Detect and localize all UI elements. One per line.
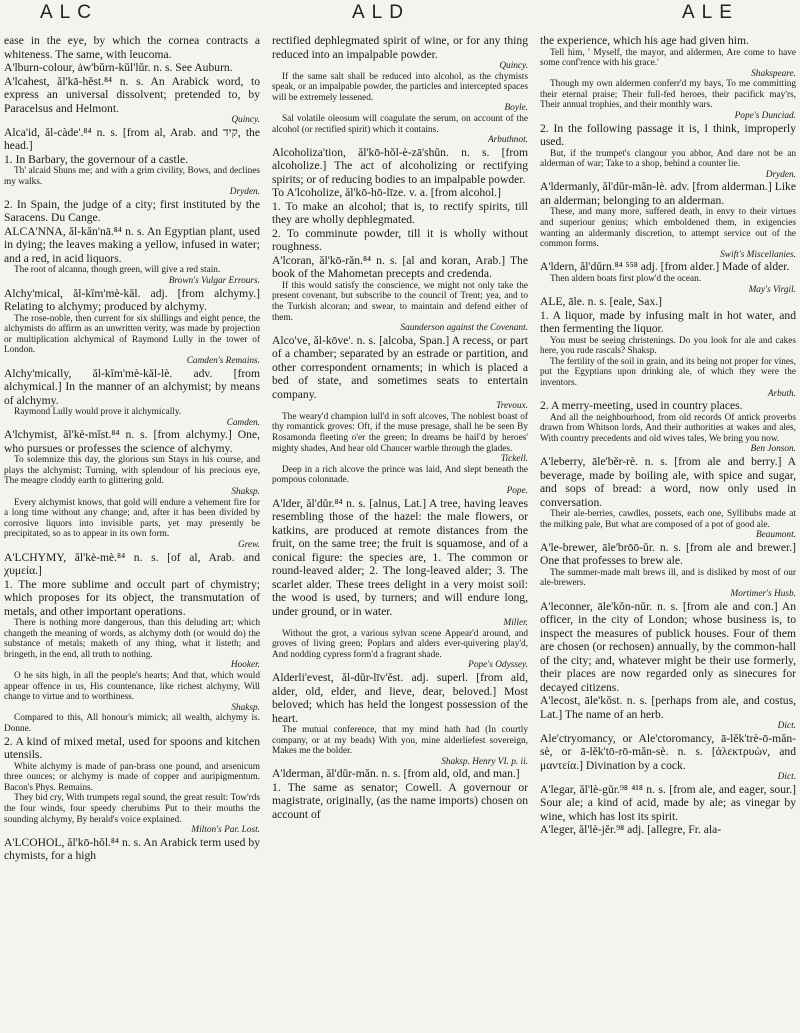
dictionary-quote: The fertility of the soil in grain, and its being not proper for vines, put the Egyptians upon drinking ale, of which they were the inventors.	[540, 356, 796, 388]
dictionary-source: Shakspeare.	[751, 68, 796, 79]
dictionary-source: Pope.	[506, 485, 528, 496]
dictionary-entry: A'leger, ăl'lè-jĕr.⁹⁸ adj. [allegre, Fr. ala-	[540, 823, 722, 837]
dictionary-entry: A'lchymist, ăl'kè-mĭst.⁸⁴ n. s. [from alchymy.] One, who pursues or professes the science of alchymy.	[4, 428, 260, 455]
dictionary-sense: 1. The same as senator; Cowell. A governour or magistrate, originally, (as the name imports) chosen on account of	[272, 780, 528, 821]
dictionary-source: Boyle.	[504, 103, 528, 114]
dictionary-entry: To A'lcoholize, ăl'kō-hō-līze. v. a. [from alcohol.]	[272, 186, 501, 200]
dictionary-sense: 2. A kind of mixed metal, used for spoons and kitchen utensils.	[4, 734, 260, 762]
dictionary-source: Milton's Par. Lost.	[191, 825, 260, 836]
dictionary-source: Mortimer's Husb.	[730, 589, 796, 599]
dictionary-quote: O he sits high, in all the people's hearts; And that, which would appear offence in us, His countenance, like richest alchymy, Will change to virtue and to worthiness.	[4, 671, 260, 703]
dictionary-quote: The mutual conference, that my mind hath had (In courtly company, or at my beads) With you, mine alderliefest sovereign, Makes me the bolder.	[272, 725, 528, 757]
dictionary-quote: If the same salt shall be reduced into alcohol, as the chymists speak, or an impalpable powder, the particles and intercepted spaces will be extremely lessened.	[272, 71, 528, 103]
dictionary-columns	[4, 34, 796, 1029]
dictionary-source: May's Virgil.	[748, 284, 796, 295]
dictionary-text: the experience, which his age had given him.	[540, 34, 749, 47]
dictionary-entry: A'LCHYMY, ăl'kè-mè.⁸⁴ n. s. [of al, Arab. and χυμεία.]	[4, 550, 260, 578]
dictionary-sense: 2. To comminute powder, till it is wholly without roughness.	[272, 226, 528, 254]
dictionary-source: Arbuth.	[767, 388, 796, 399]
dictionary-source: Dict.	[777, 772, 796, 783]
dictionary-quote: Tell him, ' Myself, the mayor, and aldermen, Are come to have some conf'rence with his grace.'	[540, 47, 796, 69]
dictionary-quote: There is nothing more dangerous, than this deluding art; which changeth the meaning of words, as alchymy doth (or would do) the substance of metals; maketh of any thing, what it listeth; and bringeth, in the end, all truth to nothing.	[4, 618, 260, 660]
dictionary-sense: 1. The more sublime and occult part of chymistry; which proposes for its object, the transmutation of metals, and other important operations.	[4, 577, 260, 618]
dictionary-source: Swift's Miscellanies.	[720, 249, 796, 260]
dictionary-source: Miller.	[503, 618, 528, 629]
dictionary-entry: ALE, āle. n. s. [eale, Sax.]	[540, 295, 663, 309]
dictionary-source: Grew.	[238, 539, 260, 550]
dictionary-quote: You must be seeing christenings. Do you look for ale and cakes here, you rude rascals? Shaksp.	[540, 335, 796, 357]
dictionary-quote: Raymond Lully would prove it alchymically.	[14, 407, 182, 418]
dictionary-entry: A'lcahest, ăl'kā-hĕst.⁸⁴ n. s. An Arabick word, to express an universal dissolvent; pretended to, by Paracelsus and Helmont.	[4, 74, 260, 115]
dictionary-text: ease in the eye, by which the cornea contracts a whiteness. The same, with leucoma.	[4, 34, 260, 61]
dictionary-entry: A'lcoran, ăl'kō-răn.⁸⁴ n. s. [al and koran, Arab.] The book of the Mahometan precepts and credenda.	[272, 253, 528, 281]
dictionary-entry: A'leberry, āle'bĕr-rè. n. s. [from ale and berry.] A beverage, made by boiling ale, with spice and sugar, and sops of bread: a word, now only used in conversation.	[540, 455, 796, 509]
dictionary-entry: A'ldermanly, ăl'dŭr-măn-lè. adv. [from alderman.] Like an alderman; belonging to an alderman.	[540, 180, 796, 207]
dictionary-source: Arbuthnot.	[487, 135, 528, 146]
dictionary-entry: A'leconner, āle'kŏn-nŭr. n. s. [from ale and con.] An officer, in the city of London; whose business is, to inspect the measures of publick houses. Four of them are chosen (or rechosen) annually, by the common-hall of the city; and, whatever might be their use formerly, their places are now regarded only as sinecures for decayed citizens.	[540, 599, 796, 694]
dictionary-entry: Alchy'mical, ăl-kĭm'mè-kăl. adj. [from alchymy.] Relating to alchymy; produced by alchymy.	[4, 286, 260, 314]
column-left	[4, 34, 260, 1029]
dictionary-entry: Alco've, ăl-kōve'. n. s. [alcoba, Span.] A recess, or part of a chamber; separated by an estrade or partition, and other correspondent ornaments; in which is placed a bed of state, and sometimes seats to entertain company.	[272, 333, 528, 401]
page-header	[0, 2, 800, 30]
dictionary-entry: A'ldern, ăl'dŭrn.⁸⁴ ⁵⁵⁸ adj. [from alder.] Made of alder.	[540, 260, 790, 274]
dictionary-text: rectified dephlegmated spirit of wine, or for any thing reduced into an impalpable powder.	[272, 34, 528, 61]
dictionary-sense: 2. A merry-meeting, used in country places.	[540, 399, 743, 413]
dictionary-quote: Compared to this, All honour's mimick; all wealth, alchymy is. Donne.	[4, 713, 260, 734]
dictionary-quote: The summer-made malt brews ill, and is disliked by most of our ale-brewers.	[540, 567, 796, 589]
dictionary-entry: A'lburn-colour, ȧw'bŭrn-kŭl'lŭr. n. s. See Auburn.	[4, 61, 233, 74]
dictionary-source: Ben Jonson.	[750, 444, 796, 455]
dictionary-source: Shaksp. Henry VI. p. ii.	[441, 756, 528, 767]
dictionary-quote: If this would satisfy the conscience, we might not only take the present covenant, but subscribe to the council of Trent; yea, and to the Turkish alcoran; and swear, to maintain and defend either of them.	[272, 280, 528, 323]
dictionary-source: Dryden.	[229, 187, 260, 198]
dictionary-entry: A'lderman, ăl'dŭr-măn. n. s. [from ald, old, and man.]	[272, 767, 520, 781]
dictionary-source: Tickell.	[500, 454, 528, 465]
dictionary-entry: Alca'id, ăl-càde'.⁸⁴ n. s. [from al, Arab. and קיד, the head.]	[4, 125, 260, 153]
dictionary-sense: 1. To make an alcohol; that is, to rectify spirits, till they are wholly dephlegmated.	[272, 199, 528, 227]
dictionary-quote: Th' alcaid Shuns me; and with a grim civility, Bows, and declines my walks.	[4, 166, 260, 187]
dictionary-quote: These, and many more, suffered death, in envy to their virtues and superiour genius; which emboldened them, in exigencies wanting an aldermanly discretion, to attempt service out of the common forms.	[540, 207, 796, 250]
dictionary-source: Shaksp.	[231, 487, 260, 497]
header-left-guideword: ALC	[40, 2, 98, 23]
dictionary-quote: Though my own aldermen conferr'd my bays, To me committing their eternal praise; Their full-fed heroes, their pacifick may'rs, Their annual trophies, and their monthly wars.	[540, 79, 796, 111]
dictionary-source: Beaumont.	[755, 530, 796, 541]
dictionary-entry: A'lder, ăl'dŭr.⁸⁴ n. s. [alnus, Lat.] A tree, having leaves resembling those of the hazel: the male flowers, or katkins, are produced at remote distances from the fruit, on the same tree; the fruit is squamose, and of a conical figure: the species are, 1. The common or round-leaved alder; 2. The long-leaved alder; 3. The scarlet alder. These trees delight in a very moist soil: the wood is used, by turners; and will endure long, under ground, or in water.	[272, 496, 528, 618]
dictionary-quote: Then aldern boats first plow'd the ocean.	[550, 273, 702, 284]
column-right	[540, 34, 796, 1029]
dictionary-entry: A'lecost, āle'kŏst. n. s. [perhaps from ale, and costus, Lat.] The name of an herb.	[540, 694, 796, 721]
header-right-guideword: ALE	[682, 2, 739, 23]
dictionary-quote: Every alchymist knows, that gold will endure a vehement fire for a long time without any change; and, after it has been divided by corrosive liquors into invisible parts, yet may presently be precipitated, so as to appear in its own form.	[4, 497, 260, 540]
dictionary-entry: A'le-brewer, āle'brōō-ŭr. n. s. [from ale and brewer.] One that professes to brew ale.	[540, 540, 796, 568]
dictionary-source: Pope's Dunciad.	[734, 111, 796, 122]
dictionary-entry: Alchy'mically, ăl-kĭm'mè-kăl-lè. adv. [from alchymical.] In the manner of an alchymist; by means of alchymy.	[4, 366, 260, 407]
dictionary-source: Hooker.	[230, 660, 260, 671]
dictionary-entry: A'legar, ăl'lè-gŭr.⁹⁸ ⁴¹⁸ n. s. [from ale, and eager, sour.] Sour ale; a kind of acid, made by ale; as vinegar by wine, which has lost its spirit.	[540, 782, 796, 823]
dictionary-entry: Ale'ctryomancy, or Ale'ctoromancy, ā-lĕk'trè-ō-măn-sè, or ā-lĕk'tō-rō-măn-sè. n. s. [ἀλεκτρυὼν, and μαντεία.] Divination by a cock.	[540, 731, 796, 772]
dictionary-quote: To solemnize this day, the glorious sun Stays in his course, and plays the alchymist; Turning, with splendour of his precious eye, The meagre cloddy earth to glittering gold.	[4, 455, 260, 487]
dictionary-source: Dryden.	[765, 169, 796, 180]
dictionary-quote: Deep in a rich alcove the prince was laid, And slept beneath the pompous colonnade.	[272, 464, 528, 486]
header-center-guideword: ALD	[352, 2, 410, 23]
dictionary-quote: Their ale-berries, cawdles, possets, each one, Syllibubs made at the milking pale, But what are composed of a pot of good ale.	[540, 509, 796, 530]
dictionary-source: Camden's Remains.	[186, 355, 260, 366]
dictionary-quote: The rose-noble, then current for six shillings and eight pence, the alchymists do affirm as an unwritten verity, was made by projection or multiplication alchymical of Raymond Lully in the tower of London.	[4, 313, 260, 356]
dictionary-quote: White alchymy is made of pan-brass one pound, and arsenicum three ounces; or alchymy is made of copper and auripigmentum. Bacon's Phys. Remains.	[4, 761, 260, 793]
dictionary-quote: The root of alcanna, though green, will give a red stain.	[14, 265, 221, 276]
dictionary-sense: 1. In Barbary, the governour of a castle.	[4, 152, 189, 166]
dictionary-source: Saunderson against the Covenant.	[400, 323, 528, 334]
dictionary-sense: 1. A liquor, made by infusing malt in hot water, and then fermenting the liquor.	[540, 308, 796, 336]
dictionary-source: Trevoux.	[496, 401, 528, 412]
dictionary-entry: Alcoholiza'tion, ăl'kō-hŏl-è-zā'shŭn. n. s. [from alcoholize.] The act of alcoholizing or rectifying spirits; or of reducing bodies to an impalpable powder.	[272, 145, 528, 186]
dictionary-source: Pope's Odyssey.	[468, 660, 528, 671]
column-middle	[272, 34, 528, 1029]
dictionary-quote: Without the grot, a various sylvan scene Appear'd around, and groves of living green; Poplars and alders ever-quivering play'd, And nodding cypress form'd a fragrant shade.	[272, 628, 528, 660]
dictionary-source: Camden.	[226, 417, 260, 428]
dictionary-quote: Sal volatile oleosum will coagulate the serum, on account of the alcohol (or rectified spirit) which it contains.	[272, 113, 528, 135]
dictionary-sense: 2. In Spain, the judge of a city; first instituted by the Saracens. Du Cange.	[4, 197, 260, 225]
dictionary-entry: Alderli'evest, ăl-dŭr-līv'ĕst. adj. superl. [from ald, alder, old, elder, and lieve, dear, beloved.] Most beloved; which has held the longest possession of the heart.	[272, 671, 528, 725]
dictionary-quote: And all the neighbourhood, from old records Of antick proverbs drawn from Whitson lords, And their authorities at wakes and ales, With country precedents and old wives tales, We bring you now.	[540, 412, 796, 444]
dictionary-source: Dict.	[777, 721, 796, 732]
dictionary-quote: They bid cry, With trumpets regal sound, the great result: Tow'rds the four winds, four speedy cherubims Put to their mouths the sounding alchymy, By herald's voice explained.	[4, 793, 260, 825]
dictionary-source: Quincy.	[231, 115, 260, 125]
dictionary-quote: The weary'd champion lull'd in soft alcoves, The noblest boast of thy romantick groves: Oft, if the muse presage, shall he be seen By Rosamonda fleeting o'er the green; In dreams be hail'd by heroes' mighty shades, And hear old Chaucer warble through the glades.	[272, 411, 528, 454]
dictionary-entry: ALCA'NNA, ăl-kăn'nā.⁸⁴ n. s. An Egyptian plant, used in dying; the leaves making a yellow, infused in water; and a red, in acid liquors.	[4, 224, 260, 265]
dictionary-quote: But, if the trumpet's clangour you abhor, And dare not be an alderman of war; Take to a shop, behind a counter lie.	[540, 148, 796, 170]
dictionary-source: Quincy.	[499, 61, 528, 71]
dictionary-sense: 2. In the following passage it is, I think, improperly used.	[540, 121, 796, 149]
dictionary-source: Brown's Vulgar Errours.	[168, 275, 260, 286]
dictionary-entry: A'LCOHOL, ăl'kō-hŏl.⁸⁴ n. s. An Arabick term used by chymists, for a high	[4, 835, 260, 863]
dictionary-source: Shaksp.	[231, 702, 260, 713]
